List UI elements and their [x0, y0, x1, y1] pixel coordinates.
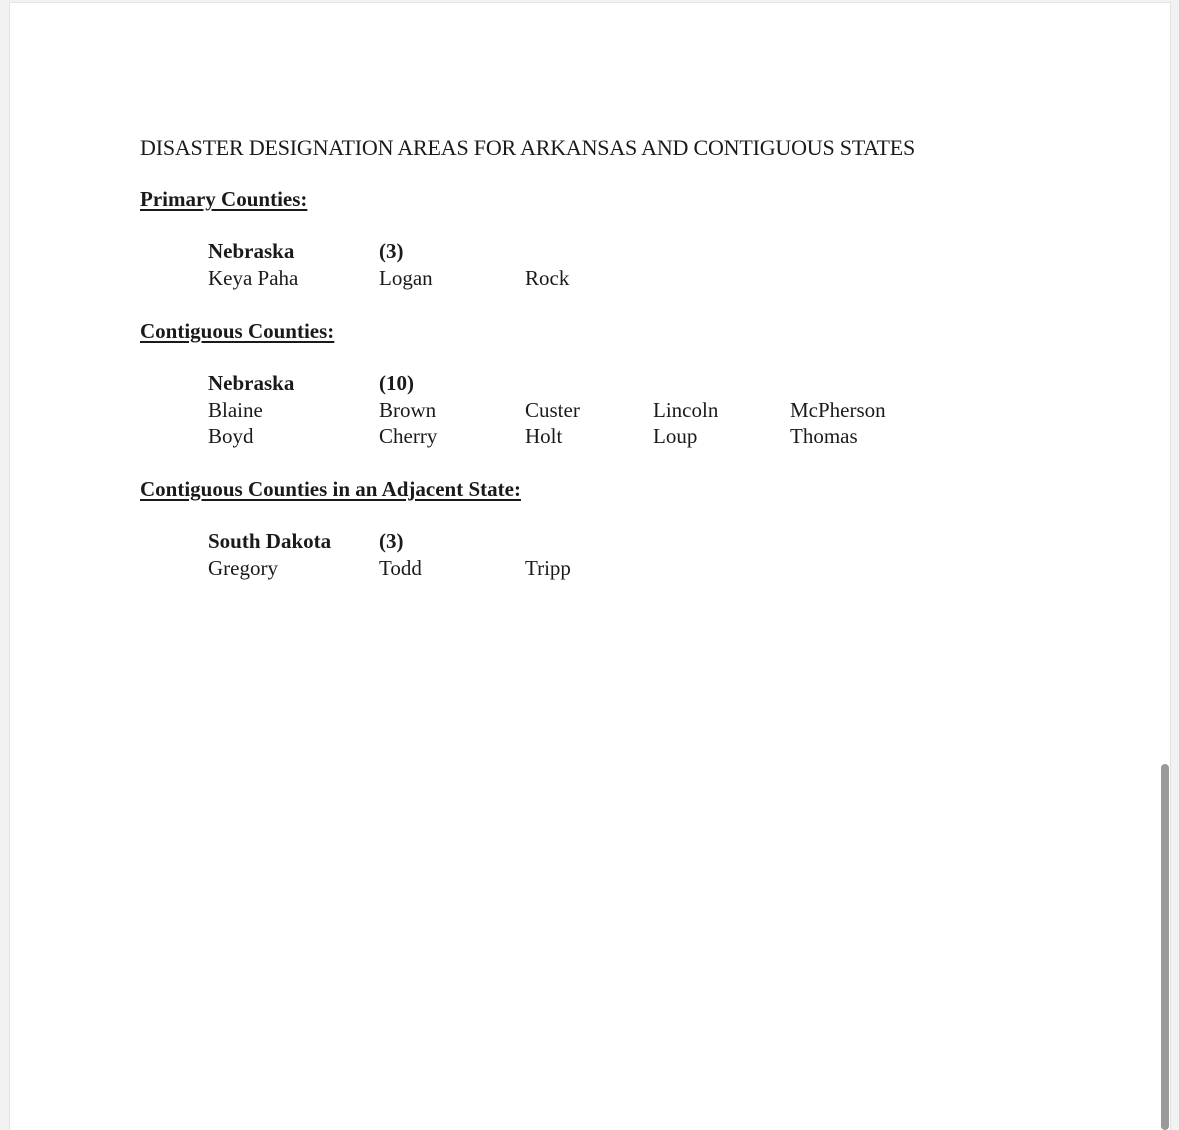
state-name: Nebraska: [208, 371, 295, 395]
county-name: Brown: [379, 398, 437, 422]
county-count: (10): [379, 371, 414, 395]
county-name: Blaine: [208, 398, 263, 422]
county-name: Rock: [525, 266, 570, 290]
county-name: Holt: [525, 424, 563, 448]
vertical-scrollbar[interactable]: [1161, 764, 1169, 1130]
county-name: Tripp: [525, 556, 571, 580]
county-name: Custer: [525, 398, 580, 422]
county-name: Gregory: [208, 556, 278, 580]
contiguous-counties-heading: Contiguous Counties:: [140, 319, 335, 343]
county-name: Lincoln: [653, 398, 719, 422]
county-name: Boyd: [208, 424, 254, 448]
county-count: (3): [379, 239, 404, 263]
county-name: Keya Paha: [208, 266, 299, 290]
document-title: DISASTER DESIGNATION AREAS FOR ARKANSAS AND CONTIGUOUS STATES: [140, 135, 916, 160]
county-name: Logan: [379, 266, 433, 290]
state-name: Nebraska: [208, 239, 295, 263]
county-name: Cherry: [379, 424, 438, 448]
state-name: South Dakota: [208, 529, 332, 553]
county-count: (3): [379, 529, 404, 553]
adjacent-state-heading: Contiguous Counties in an Adjacent State:: [140, 477, 521, 501]
county-name: McPherson: [790, 398, 886, 422]
county-name: Todd: [379, 556, 422, 580]
county-name: Thomas: [790, 424, 858, 448]
document-page: [9, 2, 1171, 1130]
county-name: Loup: [653, 424, 698, 448]
primary-counties-heading: Primary Counties:: [140, 187, 308, 211]
